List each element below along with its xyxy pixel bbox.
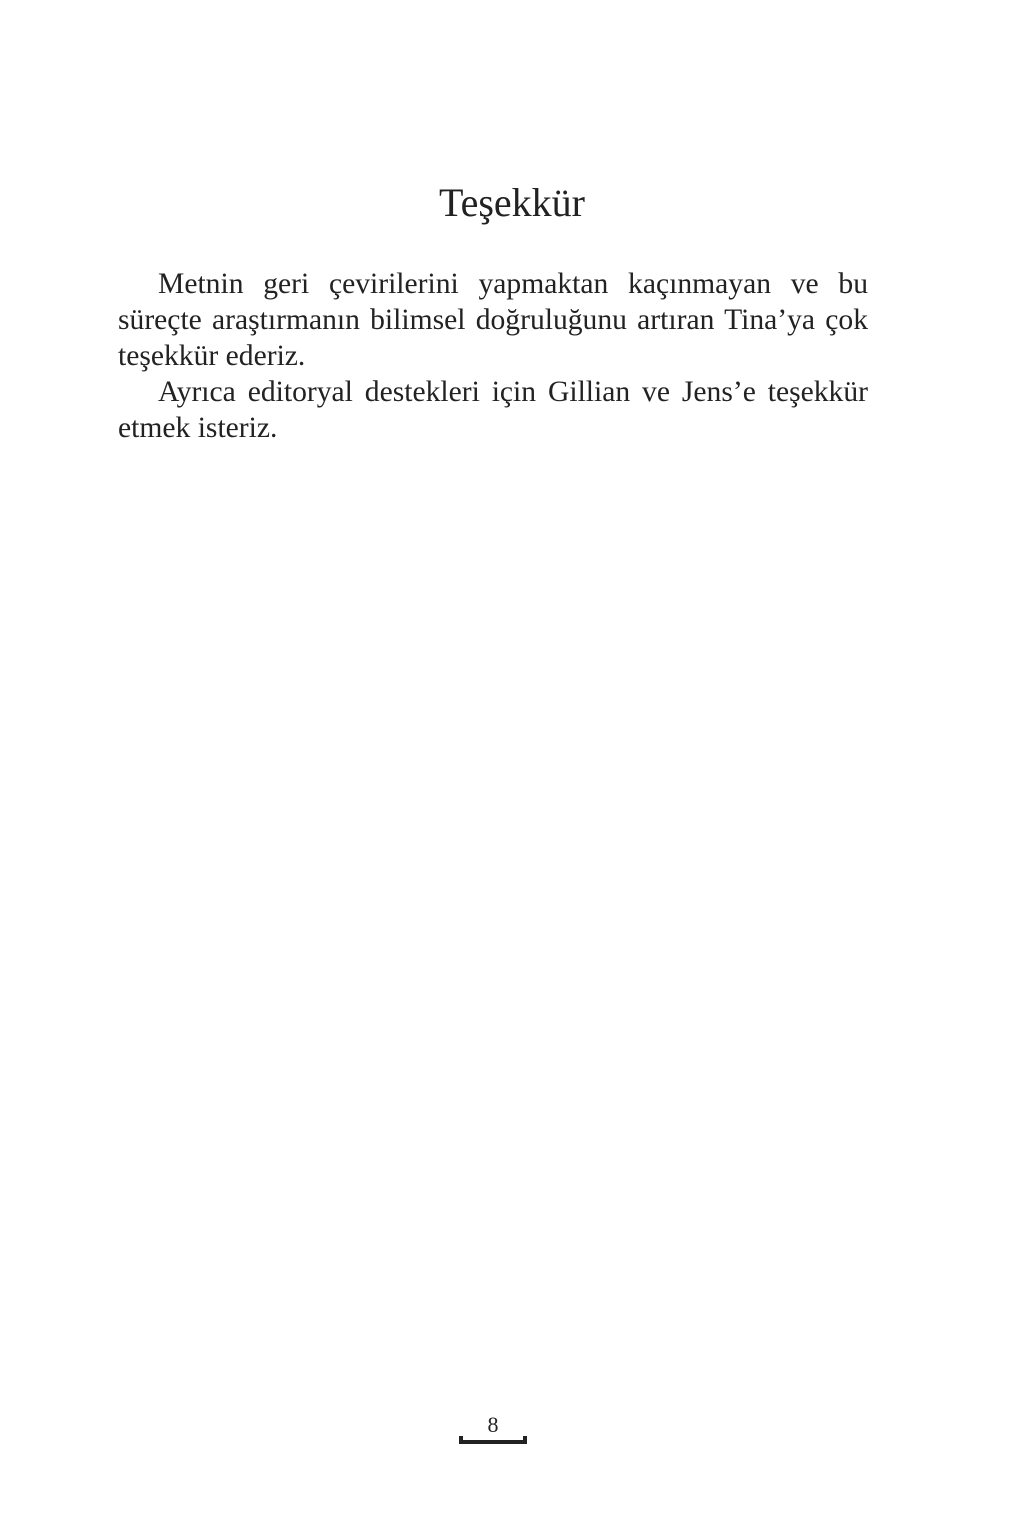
page-number-bracket-icon bbox=[459, 1436, 527, 1444]
page-title: Teşekkür bbox=[438, 180, 586, 225]
acknowledgment-body bbox=[118, 266, 868, 446]
paragraph-2: Ayrıca editoryal destekleri için Gillian ve Jens’e teşekkür etmek isteriz. bbox=[118, 376, 868, 444]
paragraph-1: Metnin geri çevirilerini yapmaktan kaçınmayan ve bu süreçte araştırmanın bilimsel doğruluğunu artıran Tina’ya çok teşekkür ederiz. bbox=[118, 268, 868, 372]
page-number: 8 bbox=[487, 1412, 499, 1437]
page-footer bbox=[459, 1410, 527, 1444]
